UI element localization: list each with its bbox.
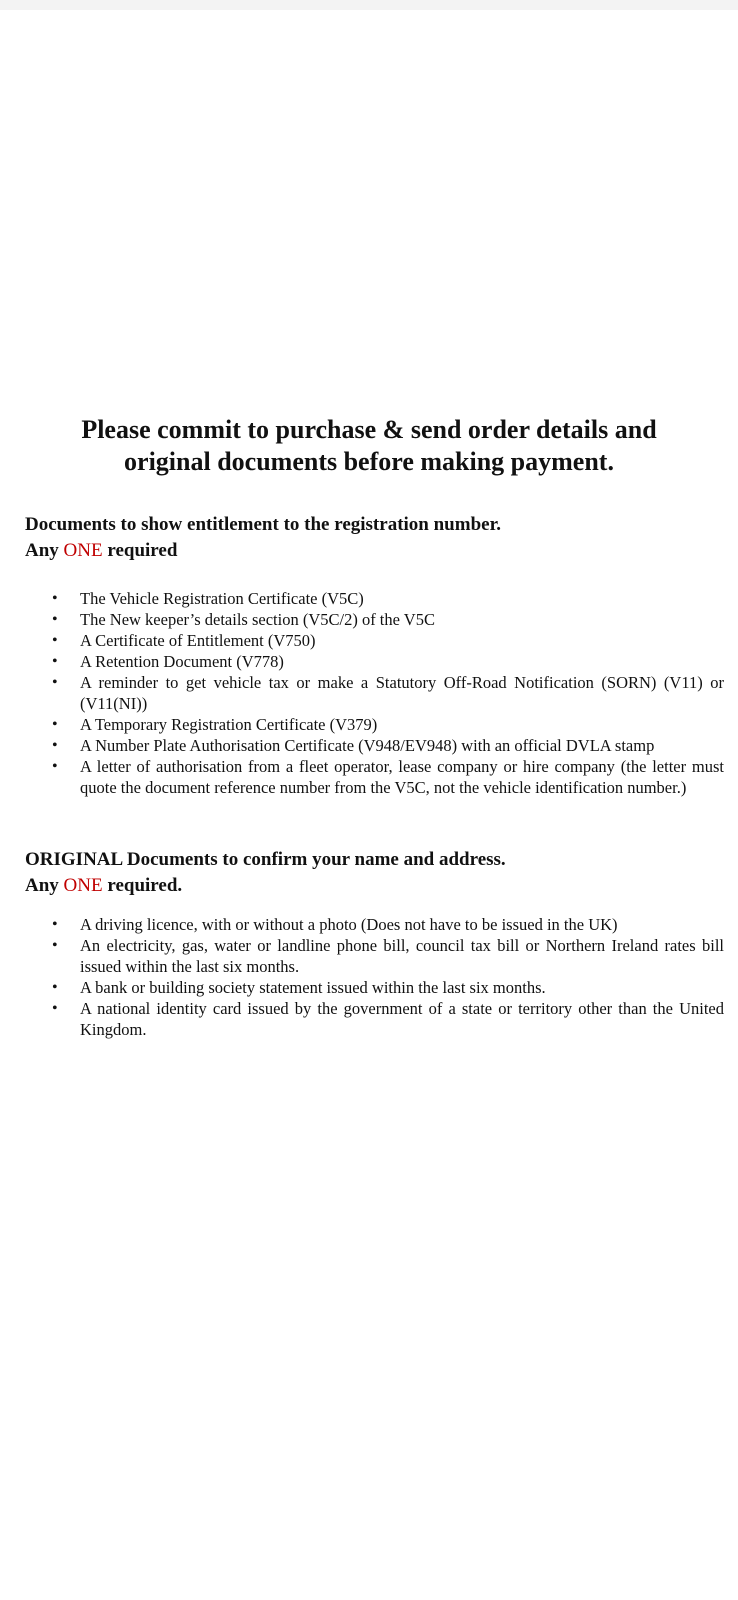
identity-subheading — [25, 873, 725, 899]
bullet-icon: • — [52, 653, 58, 670]
title-line-2: original documents before making payment. — [124, 447, 614, 476]
bullet-icon: • — [52, 979, 58, 996]
list-item: • A Number Plate Authorisation Certificate (V948/EV948) with an official DVLA stamp — [52, 736, 655, 755]
entitlement-subheading-suffix: required — [102, 540, 178, 561]
identity-heading — [25, 847, 725, 899]
bullet-icon: • — [52, 590, 58, 607]
bullet-icon: • — [52, 1000, 58, 1017]
identity-heading-text: ORIGINAL Documents to confirm your name and address. — [25, 849, 506, 870]
bullet-icon: • — [52, 937, 58, 954]
identity-subheading-prefix: Any — [25, 875, 64, 896]
list-item: • A Temporary Registration Certificate (V379) — [52, 715, 378, 734]
list-item: • An electricity, gas, water or landline phone bill, council tax bill or Northern Ireland rates bill issued within the last six months. — [52, 936, 724, 976]
list-item: • A Certificate of Entitlement (V750) — [52, 631, 316, 650]
bullet-icon: • — [52, 632, 58, 649]
identity-list — [0, 914, 738, 1040]
list-item: • A bank or building society statement issued within the last six months. — [52, 978, 546, 997]
bullet-icon: • — [52, 611, 58, 628]
list-item: • A letter of authorisation from a fleet operator, lease company or hire company (the letter must quote the document reference number from the V5C, not the vehicle identification number.) — [52, 757, 724, 797]
entitlement-list — [0, 588, 738, 798]
list-item: • The Vehicle Registration Certificate (V5C) — [52, 589, 364, 608]
bullet-icon: • — [52, 716, 58, 733]
bullet-icon: • — [52, 674, 58, 691]
bullet-icon: • — [52, 916, 58, 933]
entitlement-heading — [25, 512, 725, 564]
title-line-1: Please commit to purchase & send order details and — [81, 415, 657, 444]
page-title — [40, 414, 698, 478]
entitlement-emphasis: ONE — [63, 540, 103, 561]
entitlement-heading-text: Documents to show entitlement to the registration number. — [25, 514, 502, 535]
entitlement-subheading — [25, 538, 725, 564]
identity-emphasis: ONE — [63, 875, 103, 896]
bullet-icon: • — [52, 758, 58, 775]
identity-subheading-suffix: required. — [102, 875, 183, 896]
list-item: • A national identity card issued by the government of a state or territory other than the United Kingdom. — [52, 999, 724, 1039]
list-item: • A Retention Document (V778) — [52, 652, 284, 671]
entitlement-subheading-prefix: Any — [25, 540, 64, 561]
bullet-icon: • — [52, 737, 58, 754]
list-item: • A reminder to get vehicle tax or make a Statutory Off-Road Notification (SORN) (V11) or (V11(NI)) — [52, 673, 724, 713]
list-item: • A driving licence, with or without a photo (Does not have to be issued in the UK) — [52, 915, 618, 934]
list-item: • The New keeper’s details section (V5C/2) of the V5C — [52, 610, 435, 629]
